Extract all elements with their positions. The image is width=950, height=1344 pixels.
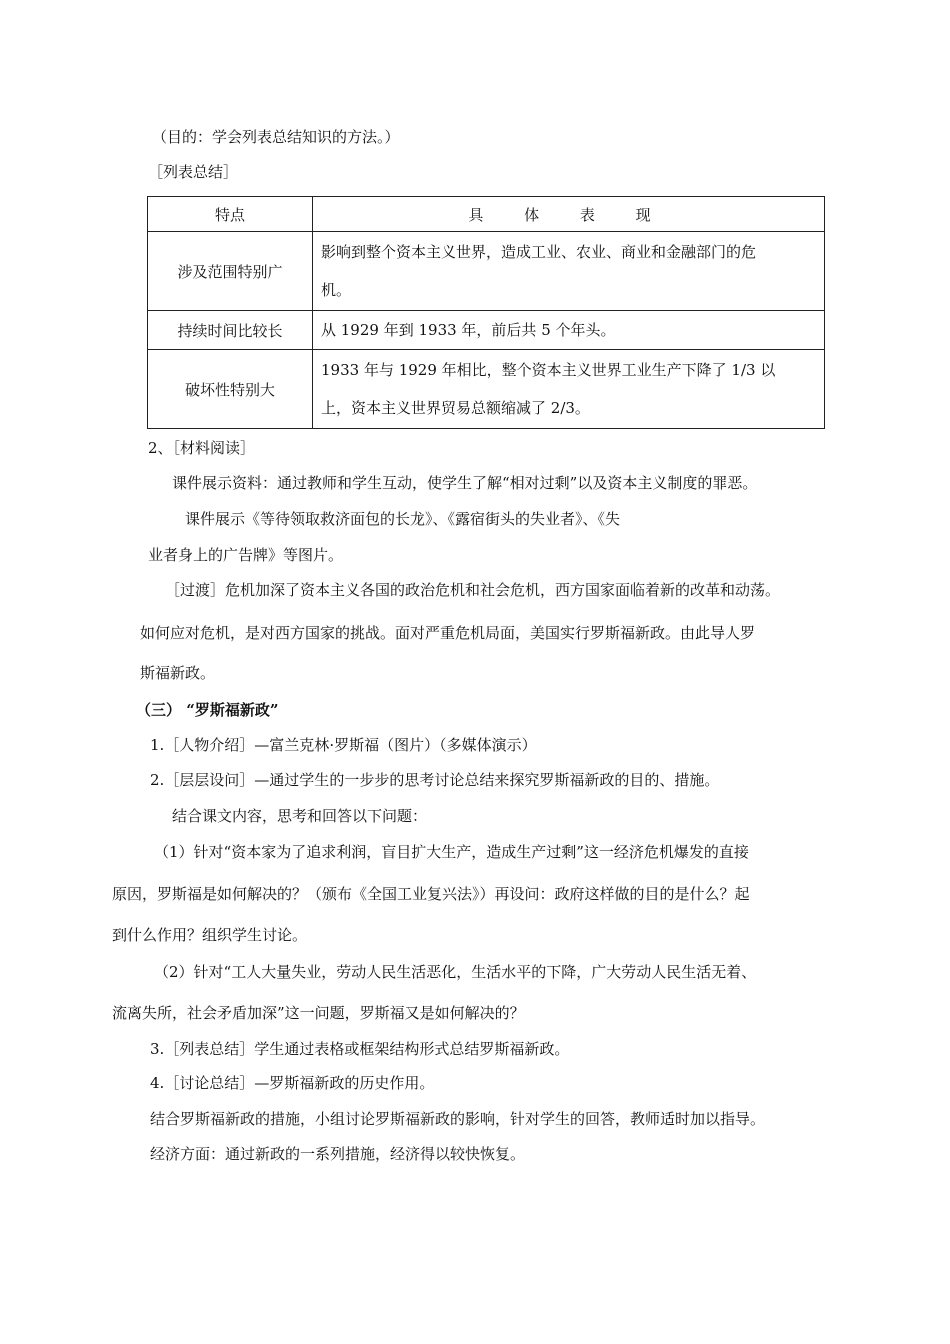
table-cell-detail — [313, 311, 825, 350]
paragraph-line: 结合课文内容，思考和回答以下问题： — [172, 807, 428, 825]
detail-line: 上，资本主义世界贸易总额缩减了 2/3。 — [321, 399, 590, 417]
paragraph-line: 经济方面：通过新政的一系列措施，经济得以较快恢复。 — [150, 1145, 526, 1163]
paragraph-line: 课件展示资料：通过教师和学生互动，使学生了解“相对过剩”以及资本主义制度的罪恶。 — [172, 474, 758, 492]
paragraph-line: （2）针对“工人大量失业，劳动人民生活恶化，生活水平的下降，广大劳动人民生活无着、 — [154, 963, 757, 981]
table-header-detail: 具 体 表 现 — [313, 197, 825, 232]
paragraph-line: （1）针对“资本家为了追求利润，盲目扩大生产，造成生产过剩”这一经济危机爆发的直接 — [154, 843, 749, 861]
table-cell-feature: 涉及范围特别广 — [148, 232, 313, 311]
paragraph-line: 流离失所，社会矛盾加深”这一问题，罗斯福又是如何解决的？ — [112, 1004, 525, 1022]
crisis-features-table — [147, 196, 825, 429]
paragraph-line: 3.［列表总结］学生通过表格或框架结构形式总结罗斯福新政。 — [150, 1040, 570, 1058]
detail-line: 影响到整个资本主义世界，造成工业、农业、商业和金融部门的危 — [321, 243, 757, 261]
table-row — [148, 232, 825, 311]
paragraph-line: 如何应对危机，是对西方国家的挑战。面对严重危机局面，美国实行罗斯福新政。由此导人罗 — [140, 624, 756, 642]
paragraph-line: 2.［层层设问］—通过学生的一步步的思考讨论总结来探究罗斯福新政的目的、措施。 — [150, 771, 720, 789]
purpose-note: （目的：学会列表总结知识的方法。） — [152, 128, 400, 146]
paragraph-line: 原因，罗斯福是如何解决的？（颁布《全国工业复兴法》）再设问：政府这样做的目的是什么？起 — [112, 885, 750, 903]
table-cell-detail — [313, 350, 825, 429]
table-cell-feature: 破坏性特别大 — [148, 350, 313, 429]
paragraph-line: 课件展示《等待领取救济面包的长龙》、《露宿街头的失业者》、《失 — [185, 510, 621, 528]
paragraph-line: 斯福新政。 — [140, 664, 216, 682]
section-heading-new-deal: （三） “罗斯福新政” — [136, 701, 279, 719]
paragraph-line: 1.［人物介绍］—富兰克林·罗斯福（图片）（多媒体演示） — [150, 736, 537, 754]
table-cell-feature: 持续时间比较长 — [148, 311, 313, 350]
table-row — [148, 311, 825, 350]
table-header-feature: 特点 — [148, 197, 313, 232]
paragraph-line: ［过渡］危机加深了资本主义各国的政治危机和社会危机，西方国家面临着新的改革和动荡。 — [165, 581, 781, 599]
list-summary-label: ［列表总结］ — [148, 163, 239, 181]
table-header-row — [148, 197, 825, 232]
table-cell-detail — [313, 232, 825, 311]
paragraph-line: 结合罗斯福新政的措施，小组讨论罗斯福新政的影响，针对学生的回答，教师适时加以指导。 — [150, 1110, 766, 1128]
detail-line: 机。 — [321, 281, 352, 299]
paragraph-line: 4.［讨论总结］—罗斯福新政的历史作用。 — [150, 1074, 435, 1092]
detail-line: 从 1929 年到 1933 年，前后共 5 个年头。 — [321, 321, 616, 339]
section-material-reading: 2、［材料阅读］ — [148, 439, 256, 457]
detail-line: 1933 年与 1929 年相比，整个资本主义世界工业生产下降了 1/3 以 — [321, 361, 776, 379]
paragraph-line: 到什么作用？组织学生讨论。 — [112, 926, 308, 944]
table-row — [148, 350, 825, 429]
paragraph-line: 业者身上的广告牌》等图片。 — [148, 546, 344, 564]
